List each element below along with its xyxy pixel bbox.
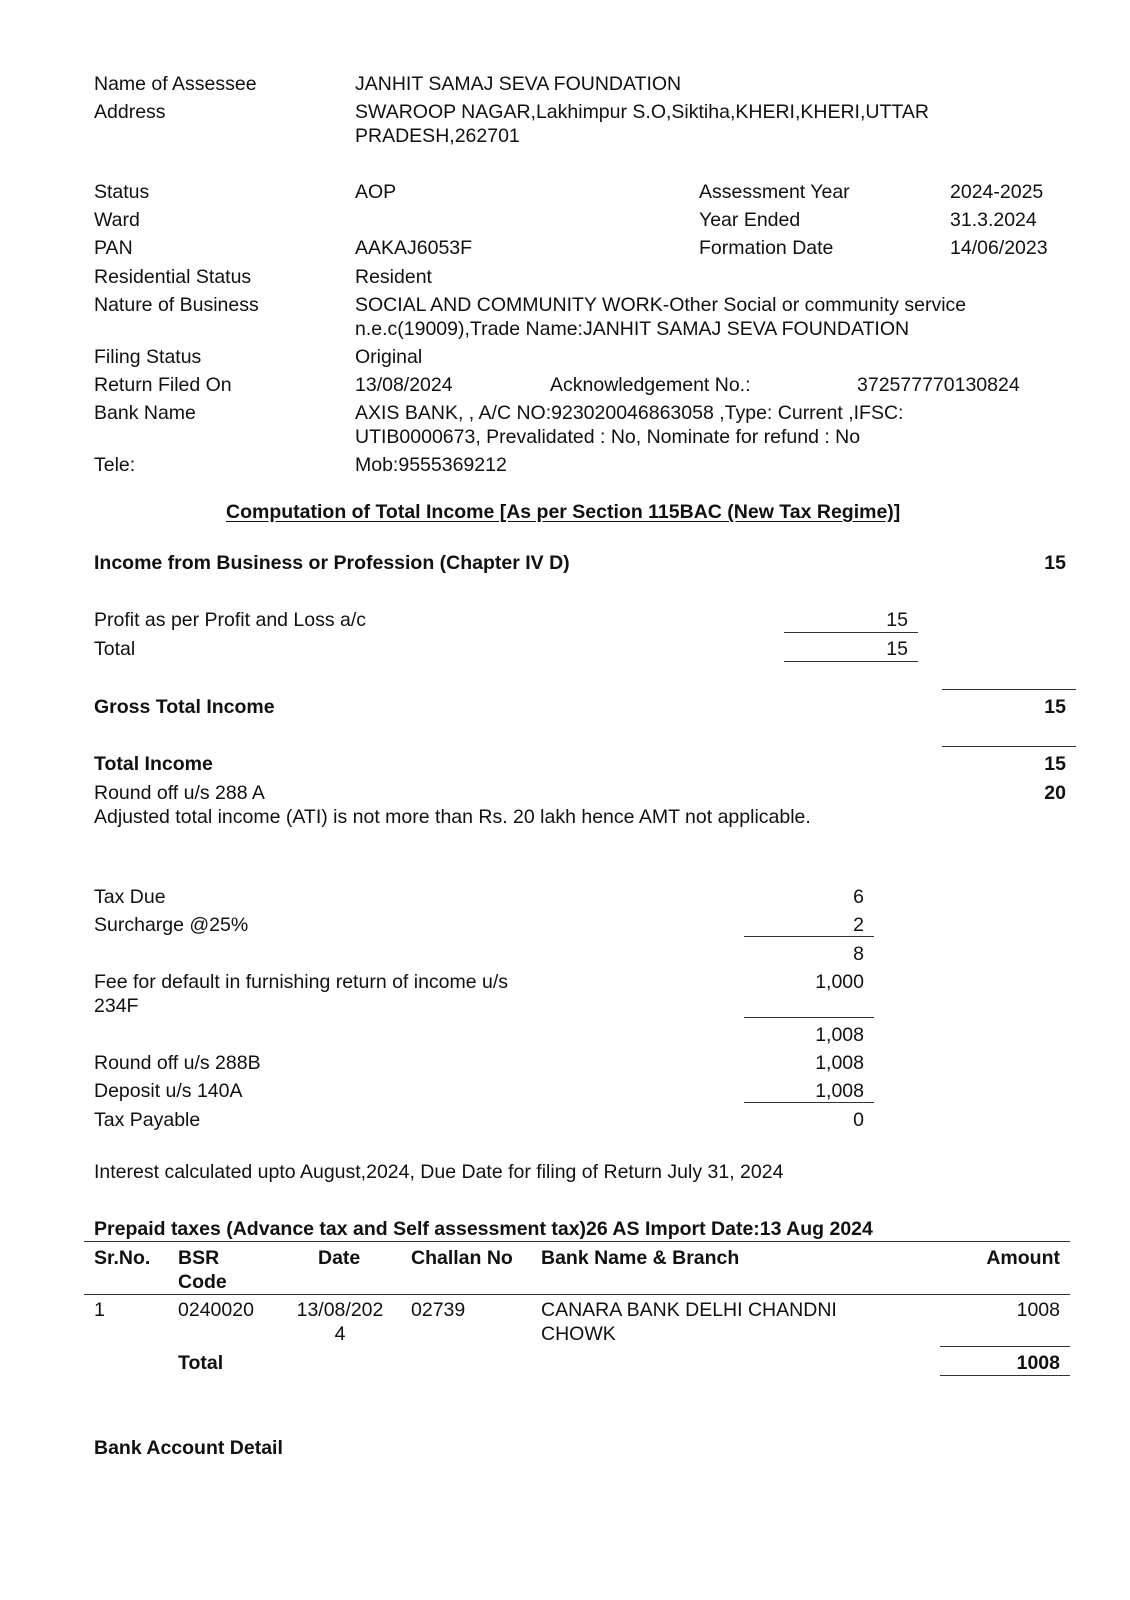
col-header-amount: Amount <box>986 1247 1060 1269</box>
table-row-amount: 1008 <box>1016 1299 1060 1321</box>
subtotal-label: Total <box>94 638 136 660</box>
pan-value: AAKAJ6053F <box>355 237 473 259</box>
acknowledgement-value: 372577770130824 <box>857 374 1020 396</box>
address-line1: SWAROOP NAGAR,Lakhimpur S.O,Siktiha,KHERI,KHERI,UTTAR <box>355 101 929 123</box>
col-header-srno: Sr.No. <box>94 1247 151 1269</box>
residential-status-value: Resident <box>355 266 432 288</box>
bank-name-line2: UTIB0000673, Prevalidated : No, Nominate for refund : No <box>355 426 861 448</box>
return-filed-label: Return Filed On <box>94 374 232 396</box>
surcharge-label: Surcharge @25% <box>94 914 249 936</box>
profit-underline <box>784 632 918 633</box>
tax-total-value: 1,008 <box>815 1024 864 1046</box>
tax-payable-value: 0 <box>853 1109 864 1131</box>
profit-label: Profit as per Profit and Loss a/c <box>94 609 367 631</box>
prepaid-table-top-rule <box>84 1241 1070 1242</box>
col-header-bsr-line1: BSR <box>178 1247 220 1269</box>
address-line2: PRADESH,262701 <box>355 125 520 147</box>
computation-title: Computation of Total Income [As per Section 115BAC (New Tax Regime)] <box>226 501 901 523</box>
assessment-year-label: Assessment Year <box>699 181 850 203</box>
bank-name-label: Bank Name <box>94 402 196 424</box>
table-row-bank-line1: CANARA BANK DELHI CHANDNI <box>541 1299 837 1321</box>
filing-status-label: Filing Status <box>94 346 202 368</box>
tele-label: Tele: <box>94 454 136 476</box>
year-ended-value: 31.3.2024 <box>950 209 1037 231</box>
name-label: Name of Assessee <box>94 73 257 95</box>
table-row-challan: 02739 <box>411 1299 466 1321</box>
gross-total-income-label: Gross Total Income <box>94 696 275 718</box>
total-income-value: 15 <box>1044 753 1066 775</box>
col-header-challan: Challan No <box>411 1247 513 1269</box>
gross-total-income-value: 15 <box>1044 696 1066 718</box>
gti-rule <box>942 689 1076 690</box>
business-income-label: Income from Business or Profession (Chapter IV D) <box>94 552 570 574</box>
surcharge-value: 2 <box>853 914 864 936</box>
prepaid-total-value: 1008 <box>1016 1352 1060 1374</box>
subtotal-underline <box>784 661 918 662</box>
formation-date-label: Formation Date <box>699 237 834 259</box>
acknowledgement-label: Acknowledgement No.: <box>550 374 751 396</box>
prepaid-total-label: Total <box>178 1352 224 1374</box>
formation-date-value: 14/06/2023 <box>950 237 1048 259</box>
year-ended-label: Year Ended <box>699 209 801 231</box>
col-header-bsr-line2: Code <box>178 1271 227 1293</box>
filing-status-value: Original <box>355 346 423 368</box>
table-row-bsr: 0240020 <box>178 1299 254 1321</box>
round-off-288a-value: 20 <box>1044 782 1066 804</box>
nature-of-business-line1: SOCIAL AND COMMUNITY WORK-Other Social or community service <box>355 294 967 316</box>
prepaid-header-rule <box>84 1294 1070 1295</box>
assessment-year-value: 2024-2025 <box>950 181 1044 203</box>
round-off-288b-label: Round off u/s 288B <box>94 1052 261 1074</box>
round-off-288b-value: 1,008 <box>815 1052 864 1074</box>
status-value: AOP <box>355 181 397 203</box>
profit-value: 15 <box>886 609 908 631</box>
col-header-bank: Bank Name & Branch <box>541 1247 740 1269</box>
col-header-date: Date <box>318 1247 361 1269</box>
interest-note: Interest calculated upto August,2024, Due Date for filing of Return July 31, 2024 <box>94 1161 784 1183</box>
tax-payable-label: Tax Payable <box>94 1109 201 1131</box>
return-filed-value: 13/08/2024 <box>355 374 453 396</box>
ward-label: Ward <box>94 209 140 231</box>
tele-value: Mob:9555369212 <box>355 454 507 476</box>
round-off-288a-label: Round off u/s 288 A <box>94 782 265 804</box>
deposit-140a-label: Deposit u/s 140A <box>94 1080 243 1102</box>
table-row-date-line2: 4 <box>334 1323 346 1345</box>
nature-of-business-line2: n.e.c(19009),Trade Name:JANHIT SAMAJ SEVA FOUNDATION <box>355 318 910 340</box>
business-income-value: 15 <box>1044 552 1066 574</box>
tax-due-label: Tax Due <box>94 886 166 908</box>
prepaid-total-top-rule <box>940 1346 1070 1347</box>
table-row-bank-line2: CHOWK <box>541 1323 616 1345</box>
residential-status-label: Residential Status <box>94 266 252 288</box>
pan-label: PAN <box>94 237 133 259</box>
status-label: Status <box>94 181 150 203</box>
fee-234f-label-line2: 234F <box>94 995 139 1017</box>
nature-of-business-label: Nature of Business <box>94 294 259 316</box>
surcharge-underline <box>744 936 874 937</box>
deposit-underline <box>744 1102 874 1103</box>
bank-name-line1: AXIS BANK, , A/C NO:923020046863058 ,Type: Current ,IFSC: <box>355 402 904 424</box>
table-row-date-line1: 13/08/202 <box>296 1299 384 1321</box>
deposit-140a-value: 1,008 <box>815 1080 864 1102</box>
ti-rule <box>942 746 1076 747</box>
fee-underline <box>744 1017 874 1018</box>
ati-note: Adjusted total income (ATI) is not more than Rs. 20 lakh hence AMT not applicable. <box>94 806 811 828</box>
table-row-srno: 1 <box>94 1299 105 1321</box>
fee-234f-label-line1: Fee for default in furnishing return of income u/s <box>94 971 509 993</box>
tax-due-value: 6 <box>853 886 864 908</box>
total-income-label: Total Income <box>94 753 213 775</box>
bank-account-detail-heading: Bank Account Detail <box>94 1437 283 1459</box>
subtotal-value: 15 <box>886 638 908 660</box>
prepaid-total-bottom-rule <box>940 1375 1070 1376</box>
address-label: Address <box>94 101 166 123</box>
fee-234f-value: 1,000 <box>815 971 864 993</box>
tax-sum-value: 8 <box>853 943 864 965</box>
name-value: JANHIT SAMAJ SEVA FOUNDATION <box>355 73 682 95</box>
prepaid-taxes-title: Prepaid taxes (Advance tax and Self assessment tax)26 AS Import Date:13 Aug 2024 <box>94 1218 873 1240</box>
